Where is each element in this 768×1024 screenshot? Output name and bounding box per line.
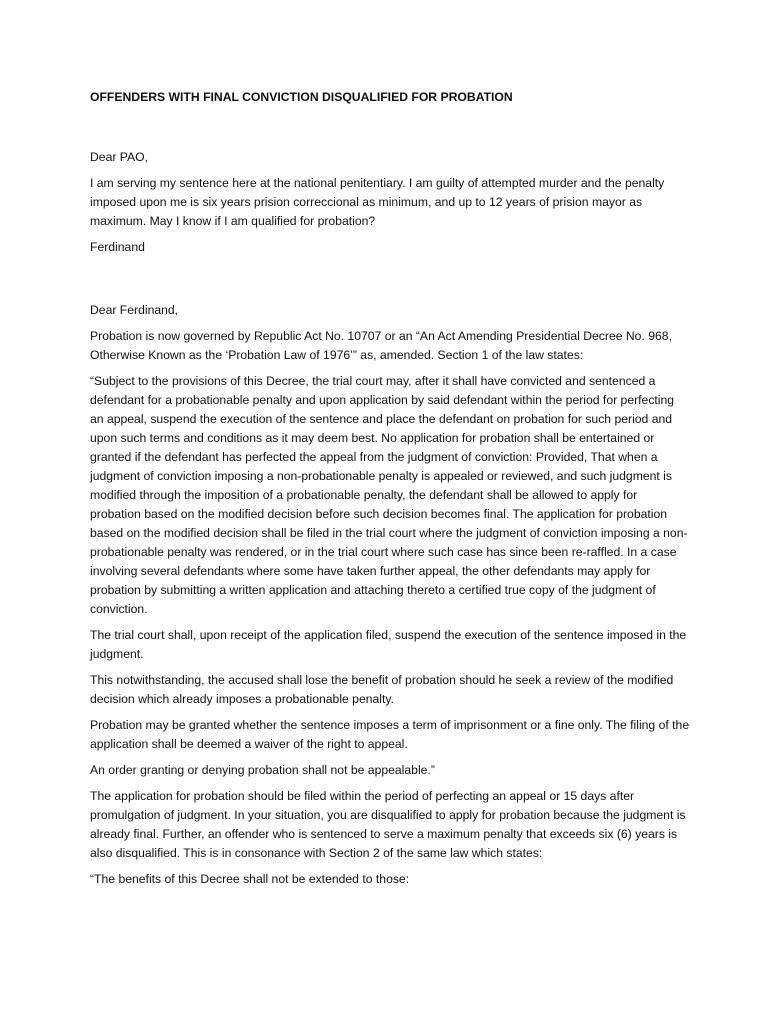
reply-paragraph-quote-section-1: “Subject to the provisions of this Decree, the trial court may, after it shall have convicted and sentenced a defendant for a probationable penalty and upon application by said defendant within the period for perfecting an appeal, suspend the execution of the sentence and place the defendant on probation for such period and upon such terms and conditions as it may deem best. No application for probation shall be entertained or granted if the defendant has perfected the appeal from the judgment of conviction: Provided, That when a judgment of conviction imposing a non-probationable penalty is appealed or reviewed, and such judgment is modified through the imposition of a probationable penalty, the defendant shall be allowed to apply for probation based on the modified decision before such decision becomes final. The application for probation based on the modified decision shall be filed in the trial court where the judgment of conviction imposing a non-probationable penalty was rendered, or in the trial court where such case has since been re-raffled. In a case involving several defendants where some have taken further appeal, the other defendants may apply for probation by submitting a written application and attaching thereto a certified true copy of the judgment of conviction. (90, 374, 688, 616)
reply-paragraph-suspend: The trial court shall, upon receipt of the application filed, suspend the execution of the sentence imposed in the judgment. (90, 628, 687, 661)
document-title: OFFENDERS WITH FINAL CONVICTION DISQUALIFIED FOR PROBATION (90, 90, 513, 104)
reply-paragraph-section-2-quote: “The benefits of this Decree shall not be extended to those: (90, 872, 410, 886)
reply-paragraph-not-appealable: An order granting or denying probation shall not be appealable.” (90, 763, 435, 777)
document-body (90, 88, 690, 896)
reply-paragraph-disqualified: The application for probation should be filed within the period of perfecting an appeal or 15 days after promulgation of judgment. In your situation, you are disqualified to apply for probation because the judgment is already final. Further, an offender who is sentenced to serve a maximum penalty that exceeds six (6) years is also disqualified. This is in consonance with Section 2 of the same law which states: (90, 789, 686, 860)
letter-salutation: Dear PAO, (90, 150, 149, 164)
letter-body: I am serving my sentence here at the national penitentiary. I am guilty of attempted murder and the penalty imposed upon me is six years prision correccional as minimum, and up to 12 years of prision mayor as maximum. May I know if I am qualified for probation? (90, 176, 665, 228)
reply-paragraph-granted: Probation may be granted whether the sentence imposes a term of imprisonment or a fine only. The filing of the application shall be deemed a waiver of the right to appeal. (90, 718, 690, 751)
letter-signature: Ferdinand (90, 240, 145, 254)
reply-paragraph-intro: Probation is now governed by Republic Act No. 10707 or an “An Act Amending Presidential Decree No. 968, Otherwise Known as the ‘Probation Law of 1976’” as, amended. Section 1 of the law states: (90, 329, 672, 362)
reply-salutation: Dear Ferdinand, (90, 303, 179, 317)
reply-paragraph-notwithstanding: This notwithstanding, the accused shall lose the benefit of probation should he seek a review of the modified decision which already imposes a probationable penalty. (90, 673, 674, 706)
